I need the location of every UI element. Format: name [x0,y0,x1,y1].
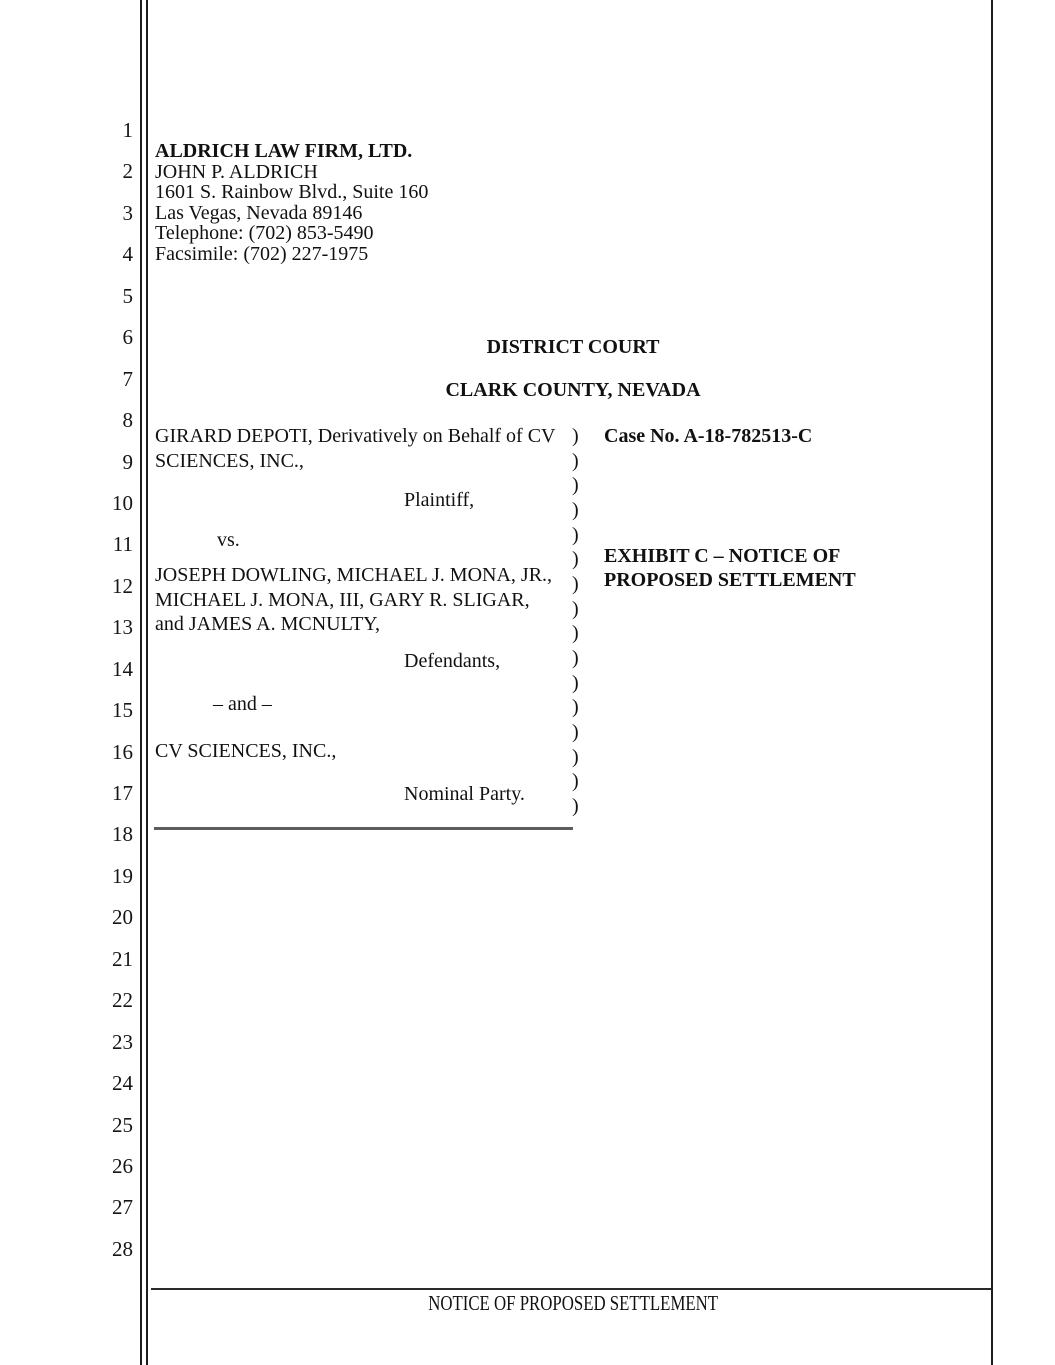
case-number: Case No. A-18-782513-C [604,425,813,447]
caption-paren: ) [572,548,579,571]
footer-rule [151,1288,991,1290]
caption-paren: ) [572,523,579,546]
caption-parties [155,424,575,807]
line-number: 7 [122,366,133,391]
caption-paren: ) [572,770,579,793]
caption-row-party-name: SCIENCES, INC., [155,449,304,472]
firm-name: ALDRICH LAW FIRM, LTD. [155,140,413,162]
caption-paren: ) [572,474,579,497]
exhibit-title-line1: EXHIBIT C – NOTICE OF [604,544,841,567]
caption-paren: ) [572,647,579,670]
line-number: 5 [122,283,133,308]
caption-paren: ) [572,449,579,472]
line-number: 15 [112,698,133,723]
attorney-contact-lines [155,162,428,265]
caption-row-party-label: Defendants, [404,649,501,672]
line-number: 28 [112,1236,133,1261]
caption-row-party-name: CV SCIENCES, INC., [155,739,337,762]
line-number: 24 [112,1071,133,1096]
attorney-line: JOHN P. ALDRICH [155,160,318,183]
caption-right-column [604,424,991,593]
caption-paren: ) [572,573,579,596]
line-number: 10 [112,490,133,515]
line-number: 4 [122,242,133,267]
line-number: 23 [112,1029,133,1054]
attorney-line: Telephone: (702) 853-5490 [155,222,374,245]
line-number: 17 [112,781,133,805]
line-number: 11 [112,532,133,557]
exhibit-title [604,544,991,593]
caption-paren: ) [572,795,579,818]
caption-paren-column [572,424,588,819]
right-margin-rule [991,0,993,1365]
line-number: 9 [122,449,133,474]
line-number: 25 [112,1112,133,1137]
caption-row-versus: vs. [217,528,240,551]
footer-title: NOTICE OF PROPOSED SETTLEMENT [428,1291,718,1315]
caption-paren: ) [572,622,579,645]
attorney-line: Las Vegas, Nevada 89146 [155,201,363,224]
attorney-line: Facsimile: (702) 227-1975 [155,242,369,265]
court-name: DISTRICT COURT [486,336,660,358]
line-number: 3 [122,200,133,225]
caption-paren: ) [572,721,579,744]
case-caption [155,424,991,828]
caption-paren: ) [572,425,579,447]
caption-paren: ) [572,745,579,768]
line-number: 13 [112,615,133,640]
caption-paren: ) [572,671,579,694]
caption-underline [154,827,573,830]
line-number: 18 [112,822,133,847]
caption-row-party-label: Plaintiff, [404,489,475,511]
line-number: 22 [112,988,133,1013]
line-number: 20 [112,905,133,930]
caption-row-party-label: Nominal Party. [404,783,525,805]
line-number: 27 [112,1195,133,1220]
caption-row-connector: – and – [213,693,272,715]
line-number: 26 [112,1153,133,1178]
line-number: 1 [122,118,133,142]
exhibit-title-line2: PROPOSED SETTLEMENT [604,569,856,591]
attorney-line: 1601 S. Rainbow Blvd., Suite 160 [155,181,429,204]
line-number: 8 [122,408,133,433]
caption-row-party-name: MICHAEL J. MONA, III, GARY R. SLIGAR, [155,588,530,611]
line-number: 16 [112,739,133,764]
caption-row-party-name: and JAMES A. MCNULTY, [155,613,381,635]
caption-paren: ) [572,499,579,522]
caption-paren: ) [572,696,579,719]
line-number: 2 [122,159,133,184]
attorney-block [155,141,428,265]
line-number: 21 [112,946,133,971]
caption-row-party-name: JOSEPH DOWLING, MICHAEL J. MONA, JR., [155,564,553,586]
caption-row-party-name: GIRARD DEPOTI, Derivatively on Behalf of CV [155,425,556,447]
caption-paren: ) [572,597,579,620]
line-number: 6 [122,325,133,350]
line-number-column [0,110,133,1270]
court-county: CLARK COUNTY, NEVADA [445,379,701,401]
line-number: 14 [112,656,133,681]
line-number: 19 [112,863,133,888]
line-number: 12 [112,573,133,598]
left-double-rule [140,0,148,1365]
